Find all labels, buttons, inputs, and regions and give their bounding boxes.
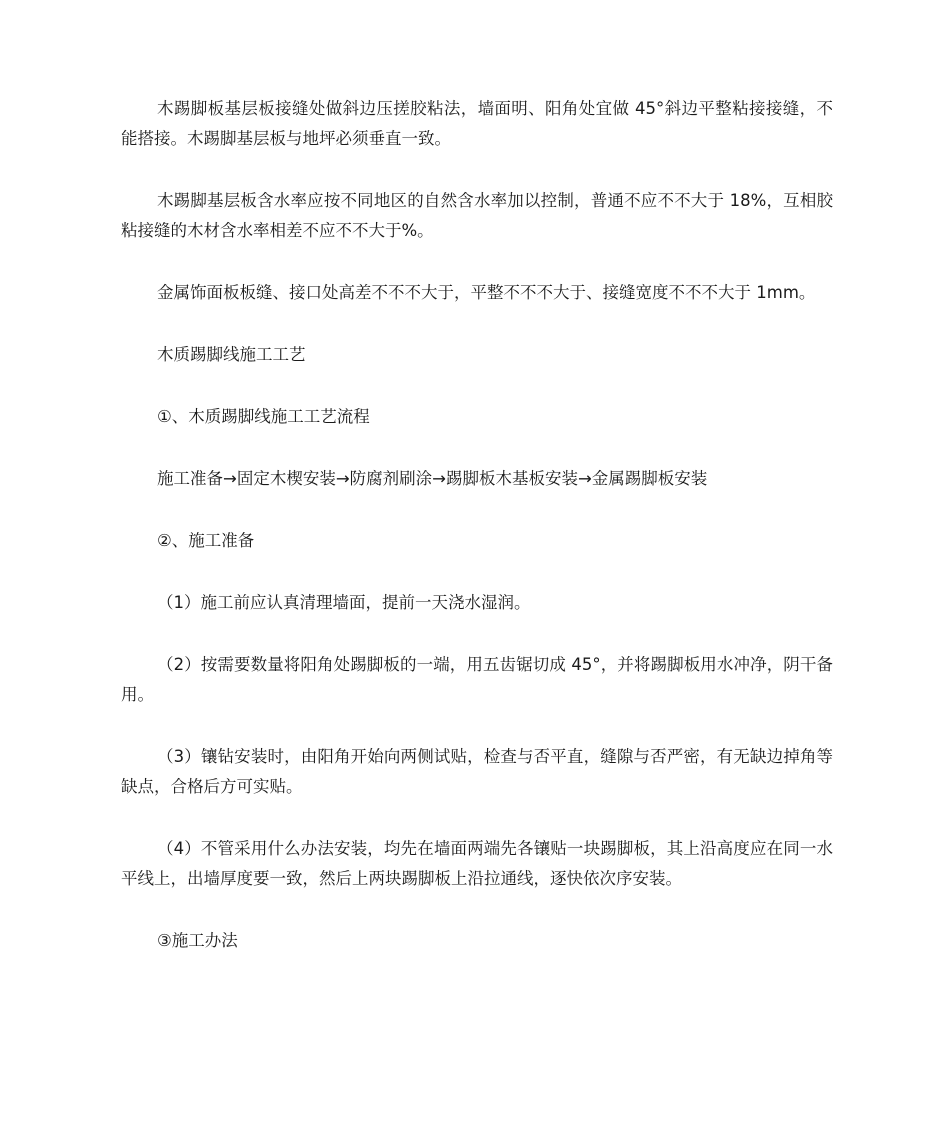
list-item-preparation-2: （2）按需要数量将阳角处踢脚板的一端，用五齿锯切成 45°，并将踢脚板用水冲净，阴干备用。 (121, 655, 833, 704)
paragraph-metal-panel-tolerance: 金属饰面板板缝、接口处高差不不不大于，平整不不不大于、接缝宽度不不不大于 1mm。 (157, 283, 816, 302)
list-item-preparation-3: （3）镶钻安装时，由阳角开始向两侧试贴，检查与否平直，缝隙与否严密，有无缺边掉角等缺点，合格后方可实贴。 (121, 747, 833, 796)
paragraph-moisture-content: 木踢脚基层板含水率应按不同地区的自然含水率加以控制，普通不应不不大于 18%，互相胶粘接缝的木材含水率相差不应不不大于%。 (121, 191, 833, 240)
list-item-preparation-1: （1）施工前应认真清理墙面，提前一天浇水湿润。 (157, 593, 531, 612)
paragraph-joint-method: 木踢脚板基层板接缝处做斜边压搓胶粘法，墙面明、阳角处宜做 45°斜边平整粘接接缝，不能搭接。木踢脚基层板与地坪必须垂直一致。 (121, 99, 833, 148)
subheading-preparation: ②、施工准备 (157, 531, 255, 550)
document-body (121, 94, 833, 956)
subheading-construction-method: ③施工办法 (157, 931, 238, 950)
subheading-process-flow: ①、木质踢脚线施工工艺流程 (157, 407, 370, 426)
section-heading-wood-skirting: 木质踢脚线施工工艺 (157, 345, 306, 364)
paragraph-process-flow: 施工准备→固定木楔安装→防腐剂刷涂→踢脚板木基板安装→金属踢脚板安装 (157, 469, 708, 488)
list-item-preparation-4: （4）不管采用什么办法安装，均先在墙面两端先各镶贴一块踢脚板，其上沿高度应在同一水平线上，出墙厚度要一致，然后上两块踢脚板上沿拉通线，逐快依次序安装。 (121, 839, 833, 888)
